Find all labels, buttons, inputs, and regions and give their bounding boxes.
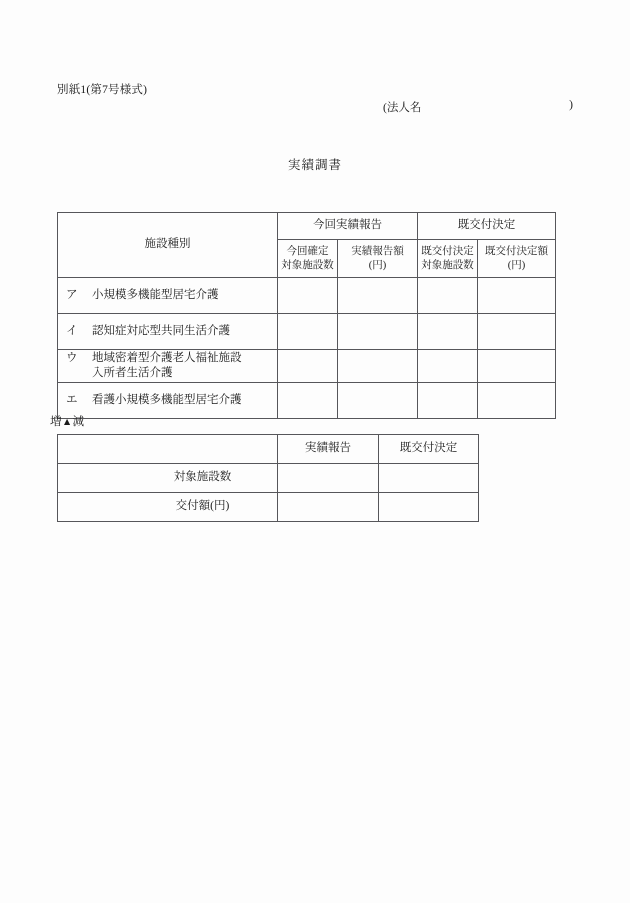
delta-row-label-grant-amount: 交付額(円) [58, 493, 278, 522]
header-group-already-granted: 既交付決定 [418, 213, 556, 240]
delta-header-corner-blank [58, 435, 278, 464]
delta-input-report-amount[interactable] [278, 493, 379, 522]
delta-label-suffix: 減 [72, 416, 85, 428]
header-granted-amount [478, 240, 556, 278]
input-cell-current-facility-count[interactable] [278, 383, 338, 419]
facility-type-name [92, 288, 219, 303]
facility-name-line-1: 認知症対応型共同生活介護 [92, 324, 230, 337]
row-marker: ア [66, 288, 78, 301]
row-marker: エ [66, 393, 78, 406]
performance-table [57, 212, 556, 419]
header-line-1: 既交付決定 [421, 245, 474, 257]
header-current-confirmed-facility-count [278, 240, 338, 278]
input-cell-granted-facility-count[interactable] [418, 383, 478, 419]
input-cell-granted-amount[interactable] [478, 278, 556, 314]
facility-name-line-1: 看護小規模多機能型居宅介護 [92, 393, 242, 406]
input-cell-granted-facility-count[interactable] [418, 314, 478, 350]
input-cell-report-amount[interactable] [338, 314, 418, 350]
header-report-amount [338, 240, 418, 278]
facility-type-cell [58, 278, 278, 314]
delta-label-prefix: 増 [50, 416, 62, 428]
header-line-1: 既交付決定額 [485, 245, 548, 257]
input-cell-granted-amount[interactable] [478, 314, 556, 350]
header-line-2: 対象施設数 [281, 259, 334, 271]
table-header-row [58, 435, 479, 464]
input-cell-granted-facility-count[interactable] [418, 278, 478, 314]
table-row [58, 383, 556, 419]
input-cell-report-amount[interactable] [338, 350, 418, 383]
table-row [58, 493, 479, 522]
corporate-name-close-paren: ) [569, 99, 573, 111]
header-line-1: 今回確定 [286, 245, 329, 257]
facility-type-name [92, 351, 242, 381]
delta-header-granted: 既交付決定 [379, 435, 479, 464]
delta-row-label-facility-count: 対象施設数 [58, 464, 278, 493]
delta-input-granted-facility-count[interactable] [379, 464, 479, 493]
corporate-name-open-paren: (法人名 [383, 102, 422, 114]
input-cell-current-facility-count[interactable] [278, 350, 338, 383]
row-marker: ウ [66, 351, 78, 364]
header-line-2: (円) [368, 259, 387, 271]
header-line-2: (円) [507, 259, 526, 271]
header-line-2: 対象施設数 [421, 259, 474, 271]
row-marker: イ [66, 324, 78, 337]
facility-name-line-1: 地域密着型介護老人福祉施設 [92, 351, 242, 364]
facility-name-line-1: 小規模多機能型居宅介護 [92, 288, 219, 301]
increase-decrease-table [57, 434, 479, 522]
table-row [58, 278, 556, 314]
table-row [58, 464, 479, 493]
facility-name-line-2: 入所者生活介護 [92, 367, 173, 379]
table-header-row-group [58, 213, 556, 240]
input-cell-granted-amount[interactable] [478, 383, 556, 419]
facility-type-cell [58, 314, 278, 350]
performance-table-container [57, 212, 556, 419]
input-cell-granted-facility-count[interactable] [418, 350, 478, 383]
header-granted-facility-count [418, 240, 478, 278]
form-code-label: 別紙1(第7号様式) [57, 84, 148, 96]
delta-input-granted-amount[interactable] [379, 493, 479, 522]
input-cell-granted-amount[interactable] [478, 350, 556, 383]
facility-type-name [92, 393, 242, 408]
input-cell-current-facility-count[interactable] [278, 314, 338, 350]
delta-input-report-facility-count[interactable] [278, 464, 379, 493]
header-line-1: 実績報告額 [351, 245, 404, 257]
input-cell-report-amount[interactable] [338, 278, 418, 314]
input-cell-current-facility-count[interactable] [278, 278, 338, 314]
header-facility-type: 施設種別 [58, 213, 278, 278]
input-cell-report-amount[interactable] [338, 383, 418, 419]
increase-decrease-table-container [57, 434, 479, 522]
header-group-current-report: 今回実績報告 [278, 213, 418, 240]
facility-type-name [92, 324, 230, 339]
increase-decrease-label [50, 413, 84, 429]
up-triangle-icon: ▲ [61, 417, 73, 428]
page-title: 実績調書 [287, 158, 342, 172]
facility-type-cell [58, 350, 278, 383]
delta-header-report: 実績報告 [278, 435, 379, 464]
table-row [58, 350, 556, 383]
table-row [58, 314, 556, 350]
facility-type-cell [58, 383, 278, 419]
corporate-name-field [383, 99, 573, 115]
